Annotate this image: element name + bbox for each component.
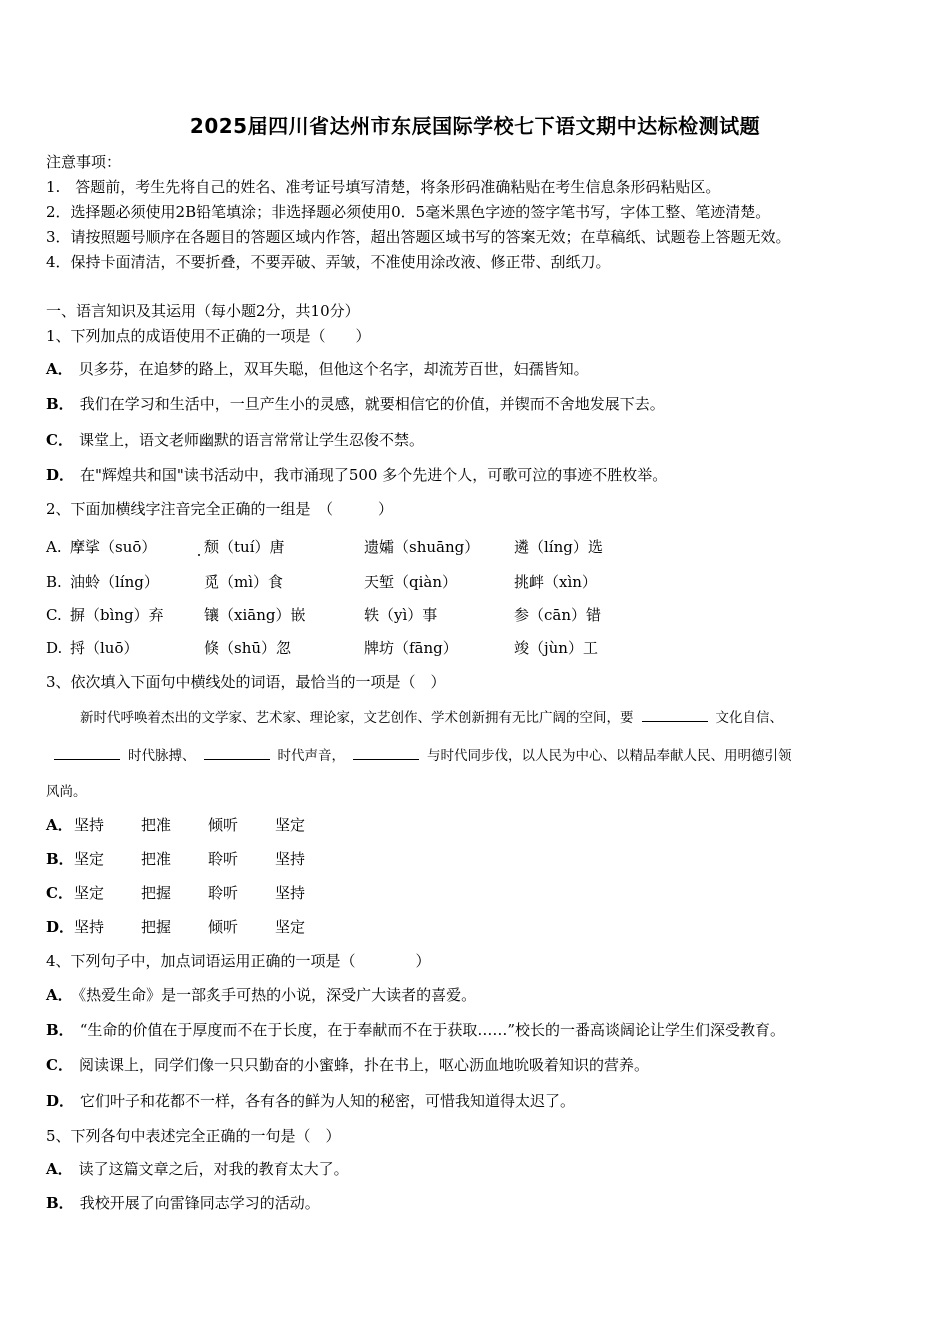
option-text: 我们在学习和生活中，一旦产生小的灵感，就要相信它的价值，并锲而不舍地发展下去。 [79,395,665,413]
q1-option-d [46,465,667,485]
option-text: 在"辉煌共和国"读书活动中，我市涌现了500 多个先进个人，可歌可泣的事迹不胜枚举。 [80,466,668,484]
q2-row-c [46,605,906,625]
option-label: C． [46,1056,73,1074]
pinyin-cell: 参（cān）错 [514,606,602,624]
pinyin-cell: 遗孀（shuāng） [364,538,480,556]
option-label: A． [46,986,73,1004]
passage-text: 新时代呼唤着杰出的文学家、艺术家、理论家，文艺创作、学术创新拥有无比广阔的空间，要 [80,710,634,726]
option-word: 把握 [141,918,172,936]
option-word: 聆听 [208,850,239,868]
pinyin-cell: 颓（tuí）唐 [204,538,285,556]
q2-row-d [46,638,906,658]
fill-blank [642,707,708,722]
fill-blank [54,745,120,760]
option-label: B． [46,850,74,868]
q2-row-a [46,537,906,557]
pinyin-cell: 摩挲（suō） [70,538,157,556]
row-label: C. [46,606,62,624]
pinyin-cell: 倏（shū）忽 [204,639,292,657]
passage-text: 与时代同步伐，以人民为中心、以精品奉献人民、用明德引领 [427,748,792,764]
option-label: B． [46,1021,74,1039]
q3-option-d [46,917,366,937]
fill-blank [204,745,270,760]
option-word: 倾听 [208,816,239,834]
q5-option-a [46,1159,349,1179]
q3-passage-line-3: 风尚。 [46,784,87,800]
row-label: B. [46,573,62,591]
option-word: 倾听 [208,918,239,936]
passage-text: 时代声音， [277,748,345,764]
option-text: 阅读课上，同学们像一只只勤奋的小蜜蜂，扑在书上，呕心沥血地吮吸着知识的营养。 [78,1056,649,1074]
q3-option-a [46,815,366,835]
option-word: 坚定 [74,884,105,902]
option-word: 坚持 [74,816,105,834]
option-text: 贝多芬，在追梦的路上，双耳失聪，但他这个名字，却流芳百世，妇孺皆知。 [78,360,589,378]
q1-option-a [46,359,589,379]
q4-stem: 4、下列句子中，加点词语运用正确的一项是（ ） [46,952,431,970]
pinyin-cell: 觅（mì）食 [204,573,284,591]
option-word: 坚定 [275,816,306,834]
notice-item-1: 1. 答题前，考生先将自己的姓名、准考证号填写清楚，将条形码准确粘贴在考生信息条形码粘贴区。 [46,178,721,196]
q4-option-d [46,1091,575,1111]
notice-heading: 注意事项： [46,153,122,171]
option-text: 《热爱生命》是一部炙手可热的小说，深受广大读者的喜爱。 [78,986,477,1004]
q3-option-b [46,849,366,869]
option-label: D． [46,466,75,484]
notice-item-4: 4．保持卡面清洁，不要折叠，不要弄破、弄皱，不准使用涂改液、修正带、刮纸刀。 [46,253,611,271]
pinyin-cell: 竣（jùn）工 [514,639,598,657]
pinyin-cell: 油蛉（líng） [70,573,159,591]
pinyin-cell: 轶（yì）事 [364,606,438,624]
q1-option-b [46,394,665,414]
option-word: 坚持 [74,918,105,936]
passage-text: 时代脉搏、 [128,748,196,764]
q3-passage-line-2 [54,745,792,766]
q1-stem: 1、下列加点的成语使用不正确的一项是（ ） [46,327,371,345]
option-label: B． [46,1194,74,1212]
option-word: 把准 [141,850,172,868]
pinyin-cell: 天堑（qiàn） [364,573,458,591]
option-word: 坚持 [275,884,306,902]
page-title: 2025届四川省达州市东辰国际学校七下语文期中达标检测试题 [189,114,761,138]
option-word: 坚定 [275,918,306,936]
option-label: B． [46,395,74,413]
option-label: A． [46,360,73,378]
option-label: A． [46,1160,73,1178]
option-word: 把准 [141,816,172,834]
option-label: D． [46,1092,75,1110]
section-heading: 一、语言知识及其运用（每小题2分，共10分） [46,302,360,320]
option-text: 读了这篇文章之后，对我的教育太大了。 [78,1160,349,1178]
option-label: D． [46,918,75,936]
option-text: 我校开展了向雷锋同志学习的活动。 [79,1194,320,1212]
option-word: 聆听 [208,884,239,902]
q4-option-a [46,985,476,1005]
notice-item-2: 2．选择题必须使用2B铅笔填涂；非选择题必须使用0．5毫米黑色字迹的签字笔书写，字体工整、笔迹清楚。 [46,203,771,221]
option-text: 它们叶子和花都不一样，各有各的鲜为人知的秘密，可惜我知道得太迟了。 [80,1092,576,1110]
q5-option-b [46,1193,320,1213]
emphasis-dot [198,554,200,556]
q3-stem: 3、依次填入下面句中横线处的词语，最恰当的一项是（ ） [46,673,446,691]
pinyin-cell: 摒（bìng）弃 [70,606,164,624]
q5-stem: 5、下列各句中表述完全正确的一句是（ ） [46,1127,341,1145]
row-label: A. [46,538,62,556]
option-label: C． [46,884,73,902]
q2-stem: 2、下面加横线字注音完全正确的一组是 （ ） [46,500,394,518]
q4-option-c [46,1055,649,1075]
q3-option-c [46,883,366,903]
option-word: 坚定 [74,850,105,868]
option-word: 坚持 [275,850,306,868]
q3-passage-line-1 [80,707,783,728]
option-label: A． [46,816,73,834]
pinyin-cell: 挑衅（xìn） [514,573,597,591]
fill-blank [353,745,419,760]
passage-text: 文化自信、 [715,710,783,726]
option-word: 把握 [141,884,172,902]
q2-row-b [46,572,906,592]
option-text: 课堂上，语文老师幽默的语言常常让学生忍俊不禁。 [78,431,424,449]
row-label: D. [46,639,63,657]
pinyin-cell: 捋（luō） [70,639,139,657]
option-label: C． [46,431,73,449]
q4-option-b [46,1020,785,1040]
option-text: “生命的价值在于厚度而不在于长度，在于奉献而不在于获取……”校长的一番高谈阔论让学生们深受教育。 [79,1021,786,1039]
notice-item-3: 3．请按照题号顺序在各题目的答题区域内作答，超出答题区域书写的答案无效；在草稿纸、试题卷上答题无效。 [46,228,791,246]
pinyin-cell: 遴（líng）选 [514,538,603,556]
q1-option-c [46,430,424,450]
pinyin-cell: 镶（xiāng）嵌 [204,606,306,624]
pinyin-cell: 牌坊（fāng） [364,639,458,657]
